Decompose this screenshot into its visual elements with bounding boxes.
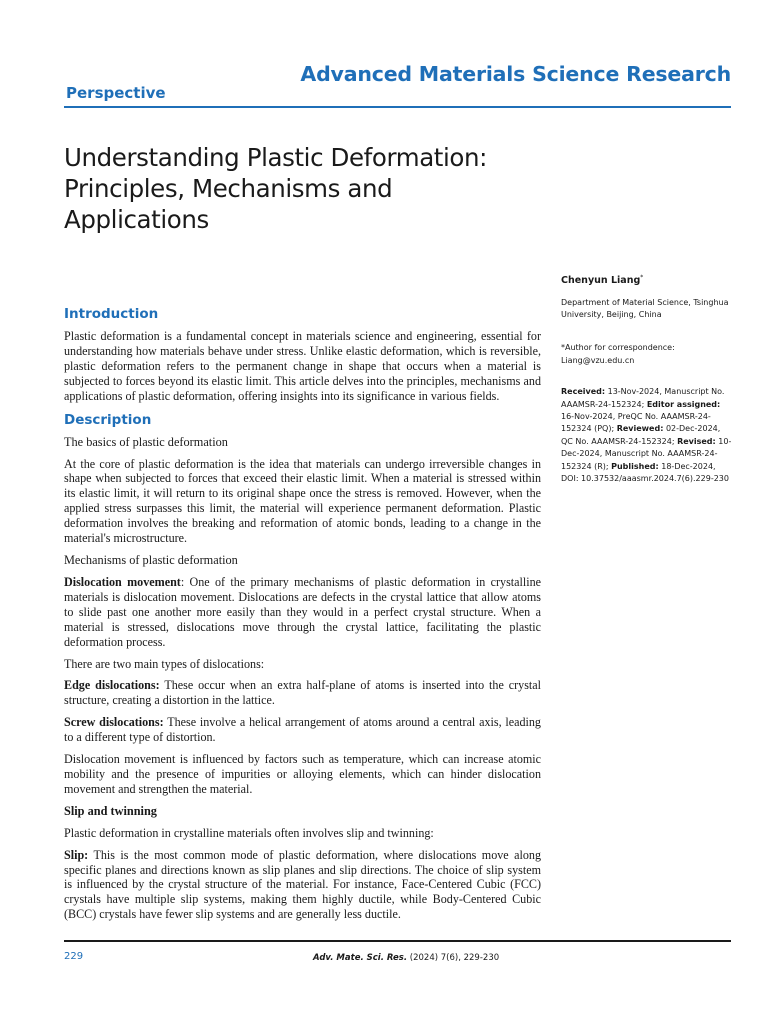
influence-paragraph: Dislocation movement is influenced by factors such as temperature, which can increase atomic mobility and the presence of impurities or alloying elements, which can hinder dislocation movement and strengthen the material. bbox=[64, 752, 541, 796]
editor-assigned-text: 16-Nov-2024, PreQC No. AAAMSR-24-152324 (PQ); bbox=[561, 412, 711, 434]
description-heading: Description bbox=[64, 411, 152, 428]
author-affiliation: Department of Material Science, Tsinghua University, Beijing, China bbox=[561, 297, 729, 319]
dislocation-paragraph bbox=[64, 575, 541, 650]
dislocation-label: Dislocation movement bbox=[64, 574, 181, 589]
screw-label: Screw dislocations: bbox=[64, 715, 164, 730]
sidebar bbox=[561, 272, 733, 485]
article-body bbox=[64, 305, 541, 929]
correspondence-email[interactable]: Liang@vzu.edu.cn bbox=[561, 355, 635, 365]
reviewed-text: 02-Dec-2024, QC No. AAAMSR-24-152324; bbox=[561, 424, 721, 446]
basics-subheading: The basics of plastic deformation bbox=[64, 434, 228, 449]
author-name-text: Chenyun Liang bbox=[561, 275, 641, 287]
received-label: Received: bbox=[561, 387, 606, 397]
article-title: Understanding Plastic Deformation: Principles, Mechanisms and Applications bbox=[64, 143, 487, 234]
article-dates bbox=[561, 386, 733, 485]
screw-paragraph bbox=[64, 715, 541, 745]
author-name bbox=[561, 272, 733, 288]
author-mark: * bbox=[640, 274, 644, 281]
footer-rule bbox=[64, 940, 731, 942]
reviewed-label: Reviewed: bbox=[616, 424, 664, 434]
mechanisms-subheading: Mechanisms of plastic deformation bbox=[64, 552, 238, 567]
screw-text: These involve a helical arrangement of atoms around a central axis, leading to a different type of distortion. bbox=[64, 715, 541, 745]
article-type: Perspective bbox=[66, 84, 166, 102]
header-rule bbox=[64, 106, 731, 108]
correspondence-label: *Author for correspondence: bbox=[561, 343, 675, 353]
page-number: 229 bbox=[64, 951, 84, 962]
correspondence bbox=[561, 342, 733, 367]
slip-paragraph bbox=[64, 848, 541, 923]
edge-label: Edge dislocations: bbox=[64, 678, 160, 693]
edge-paragraph bbox=[64, 678, 541, 708]
slip-label: Slip: bbox=[64, 847, 89, 862]
dislocation-types-paragraph: There are two main types of dislocations: bbox=[64, 656, 265, 671]
journal-title: Advanced Materials Science Research bbox=[300, 62, 731, 86]
published-text: 18-Dec-2024, DOI: 10.37532/aaasmr.2024.7(6).229-230 bbox=[561, 461, 729, 484]
journal-abbrev: Adv. Mate. Sci. Res. bbox=[313, 953, 408, 963]
slip-subheading: Slip and twinning bbox=[64, 803, 157, 818]
basics-paragraph: At the core of plastic deformation is the idea that materials can undergo irreversible changes in shape when subjected to forces that exceed their elastic limit. When a material is stressed within its elastic limit, it will return to its original shape once the stress is removed. However, when the applied stress surpasses this limit, the material will experience permanent deformation. Plastic deformation involves the breaking and reformation of atomic bonds, leading to a change in the material's microstructure. bbox=[64, 456, 541, 546]
dislocation-text: : One of the primary mechanisms of plastic deformation in crystalline materials is dislocation movement. Dislocations are defects in the crystal lattice that allow atoms to slide past one another more easily than they would in a perfect crystal structure. When a material is stressed, dislocations move through the crystal lattice, facilitating the plastic deformation process. bbox=[64, 574, 541, 649]
slip-intro-paragraph: Plastic deformation in crystalline materials often involves slip and twinning: bbox=[64, 825, 434, 840]
revised-text: 10-Dec-2024, Manuscript No. AAAMSR-24-152324 (R); bbox=[561, 436, 732, 471]
revised-label: Revised: bbox=[677, 436, 716, 446]
published-label: Published: bbox=[611, 461, 659, 471]
edge-text: These occur when an extra half-plane of atoms is inserted into the crystal structure, creating a distortion in the lattice. bbox=[64, 678, 541, 708]
introduction-heading: Introduction bbox=[64, 306, 159, 322]
citation-text: (2024) 7(6), 229-230 bbox=[407, 953, 500, 963]
introduction-paragraph: Plastic deformation is a fundamental concept in materials science and engineering, essential for understanding how materials behave under stress. Unlike elastic deformation, which is reversible, plastic deformation refers to the permanent change in shape that occurs when a material is subjected to forces beyond its elastic limit. This article delves into the principles, mechanisms and applications of plastic deformation, offering insights into its significance in various fields. bbox=[64, 329, 541, 403]
footer-citation bbox=[313, 953, 499, 963]
editor-assigned-label: Editor assigned: bbox=[646, 399, 721, 409]
slip-text: This is the most common mode of plastic deformation, where dislocations move along specific planes and directions known as slip planes and slip directions. The choice of slip system is influenced by the crystal structure of the material. For instance, Face-Centered Cubic (FCC) crystals have multiple slip systems, making them highly ductile, while Body-Centered Cubic (BCC) crystals have fewer slip systems and are generally less ductile. bbox=[64, 847, 541, 922]
received-text: 13-Nov-2024, Manuscript No. AAAMSR-24-152324; bbox=[561, 387, 725, 409]
